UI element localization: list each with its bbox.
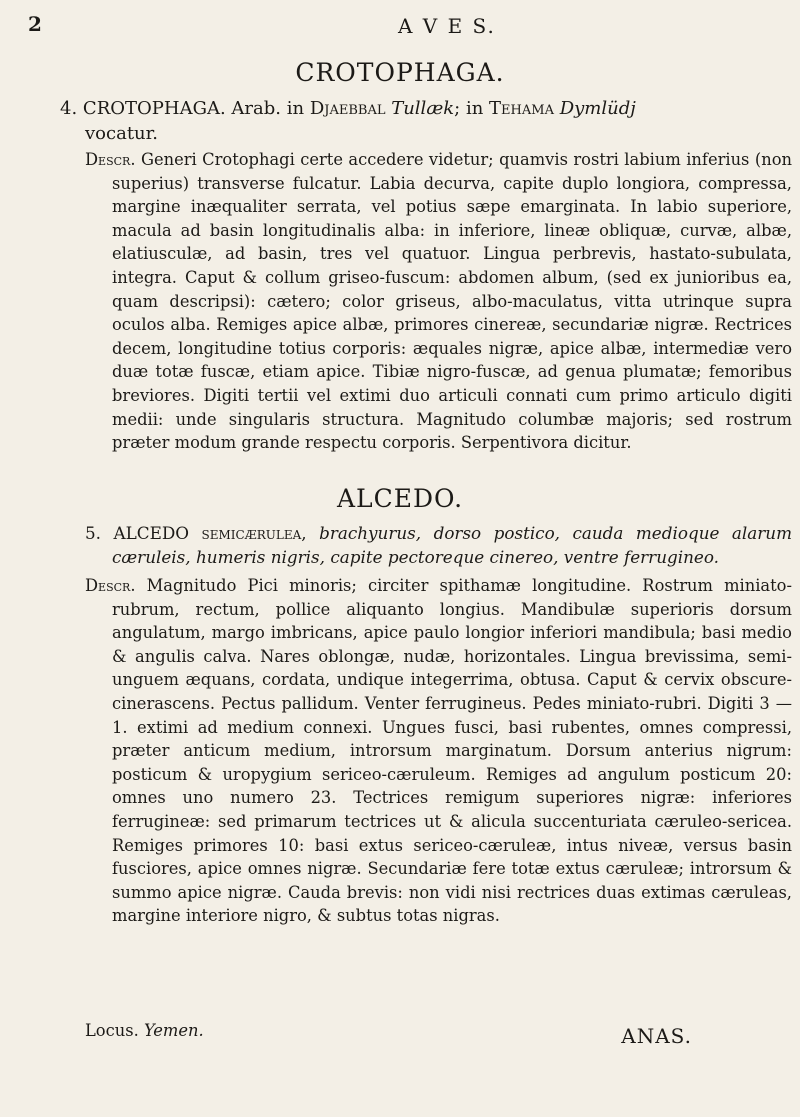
alcedo-description [85,574,792,928]
entry-number: 4. [60,98,78,119]
entry-5-header: 5. ALCEDO semicærulea, brachyurus, dorso postico, cauda medioque alarum cæruleis, humeris nigris, capite pectoreque cinereo, ventre ferrugineo. [85,523,793,567]
diagnosis-text: brachyurus, dorso postico, cauda medioque alarum cæruleis, humeris nigris, capite pectoreque cinereo, ventre ferrugineo. [112,523,793,567]
vernacular-name: Tullæk [391,98,455,119]
species-name: semicærulea [201,523,302,543]
arab-label: Arab. in [231,98,305,119]
descr-text: Magnitudo Pici minoris; circiter spithamæ longitudine. Rostrum miniato-rubrum, rectum, pollice aliquanto longius. Mandibulæ superioris dorsum angulatum, margo imbricans, apice paulo longior inferiori mandibula; basi medio & angulis calva. Nares oblongæ, nudæ, horizontales. Lingua brevissima, semi-unguem æquans, cordata, undique integerrima, obtusa. Caput & cervix obscure-cinerascens. Pectus pallidum. Venter ferrugineus. Pedes miniato-rubri. Digiti 3 — 1. extimi ad medium connexi. Ungues fusci, basi rubentes, omnes compressi, præter anticum medium, introrsum marginatum. Dorsum anterius nigrum: posticum & uropygium sericeo-cæruleum. Remiges ad angulum posticum 20: omnes uno numero 23. Tectrices remigum superiores nigræ: inferiores ferrugineæ: sed primarum tectrices ut & alicula succenturiata cæruleo-sericea. Remiges primores 10: basi extus sericeo-cæruleæ, intus niveæ, versus basin fusciores, apice omnes nigræ. Secundariæ fere totæ extus cæruleæ; introrsum & summo apice nigræ. Cauda brevis: non vidi nisi rectrices duas extimas cæruleas, margine interiore nigro, & subtus totas nigras. [112,576,792,926]
catchword: ANAS. [621,1024,692,1048]
region-name: Djaebbal [309,98,386,119]
descr-text: Generi Crotophagi certe accedere videtur; quamvis rostri labium inferius (non superius) transverse fulcatur. Labia decurva, capite duplo longiora, compressa, margine inæqualiter serrata, vel potius sæpe emarginata. In labio superiore, macula ad basin longitudinalis alba: in inferiore, lineæ obliquæ, curvæ, albæ, elatiusculæ, ad basin, tres vel quatuor. Lingua perbrevis, hastato-subulata, integra. Caput & collum griseo-fuscum: abdomen album, (sed ex junioribus ea, quam descripsi): cætero; color griseus, albo-maculatus, vitta utrinque supra oculos alba. Remiges apice albæ, primores cinereæ, secundariæ nigræ. Rectrices decem, longitudine totius corporis: æquales nigræ, apice albæ, intermediæ vero duæ totæ fuscæ, etiam apice. Tibiæ nigro-fuscæ, ad genua plumatæ; femoribus breviores. Digiti tertii vel extimi duo articuli connati cum primo articulo digiti medii: unde singularis structura. Magnitudo columbæ majoris; sed rostrum præter modum grande respectu corporis. Serpentivora dicitur. [112,150,792,453]
running-title: A V E S. [398,14,496,38]
entry-name: ALCEDO [113,523,190,543]
entry-name: CROTOPHAGA. [82,98,226,119]
running-head [28,12,760,46]
vernacular-name: Dymlüdj [559,98,636,119]
locus-label: Locus. [85,1021,139,1040]
region-name: Tehama [489,98,554,119]
section-heading-alcedo: ALCEDO. [336,484,464,513]
entry-4-header [60,96,760,146]
descr-label: Descr. [85,150,136,169]
descr-label: Descr. [85,576,136,595]
section-heading-crotophaga: CROTOPHAGA. [295,58,505,87]
page-number: 2 [28,12,42,36]
vocatur-text: vocatur. [85,123,158,144]
locus-value: Yemen. [143,1021,204,1040]
locus-line [85,1021,204,1040]
entry-number: 5. [85,523,102,543]
separator-text: ; in [454,98,484,119]
crotophaga-description [85,148,792,455]
